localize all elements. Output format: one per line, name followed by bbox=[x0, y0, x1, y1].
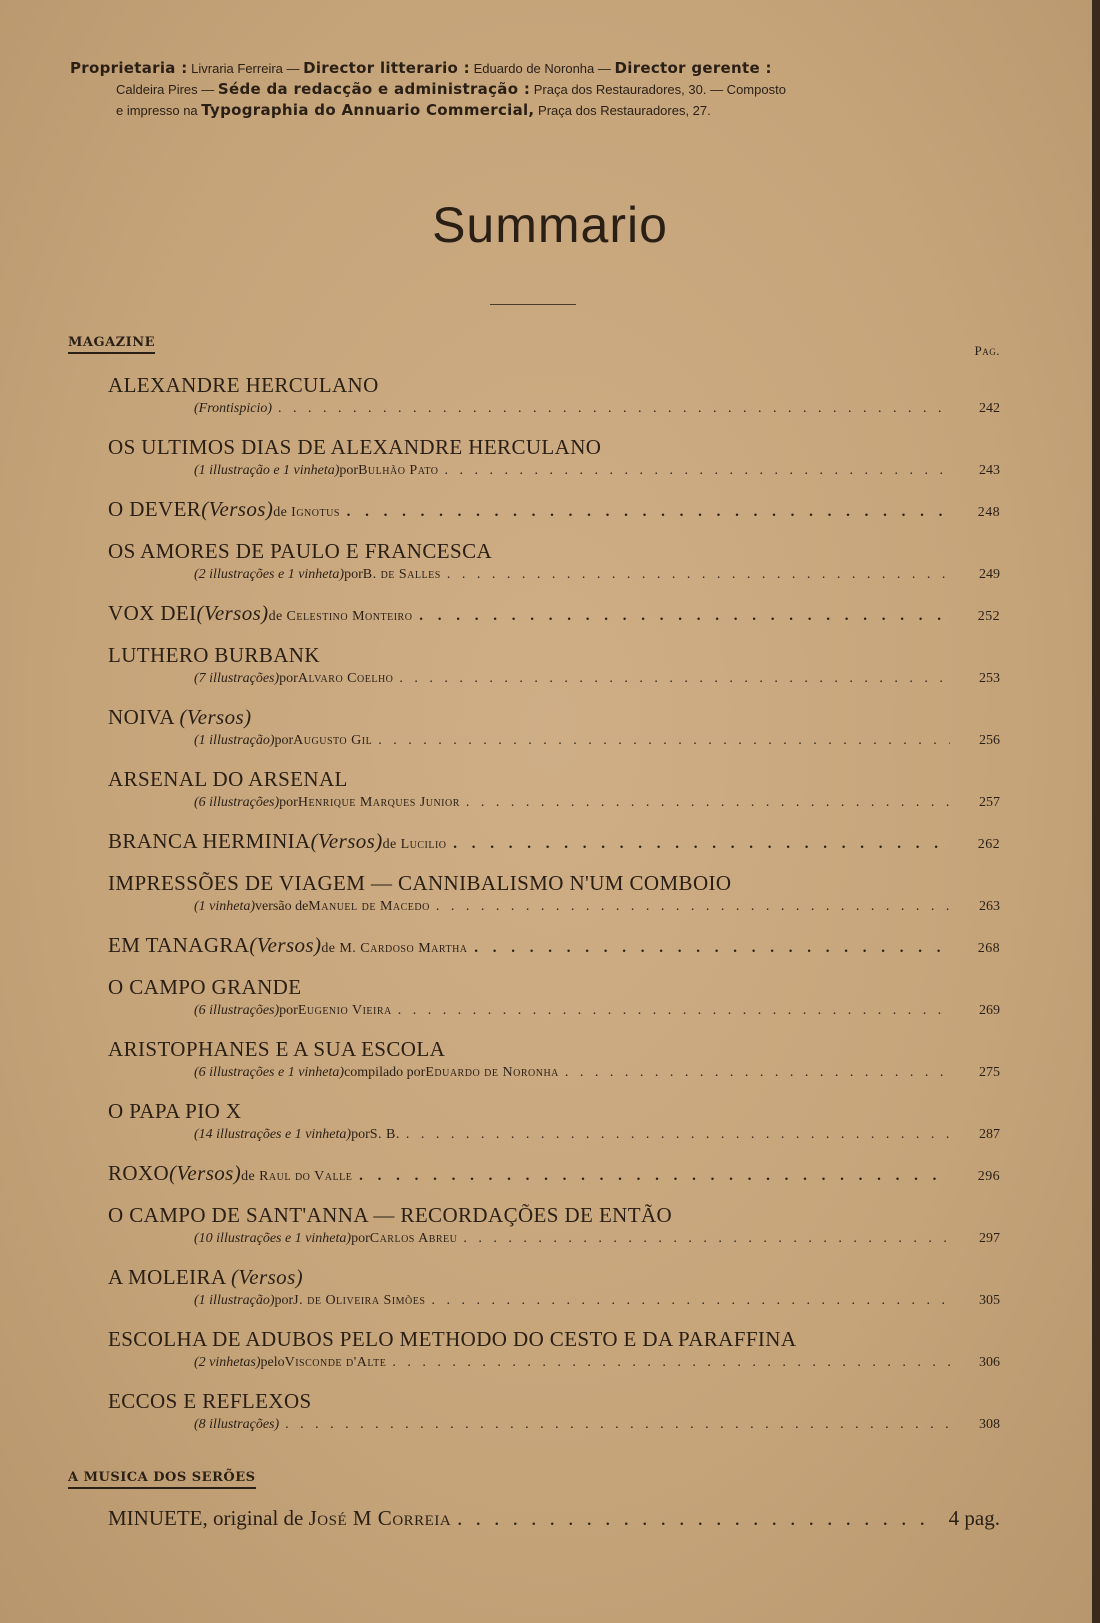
toc-entry bbox=[108, 870, 1000, 918]
toc-entry-page: 287 bbox=[979, 1127, 1000, 1142]
toc-entry bbox=[108, 434, 1000, 482]
imprint-label: Proprietaria : bbox=[70, 59, 188, 77]
toc-entry-detail-line bbox=[108, 792, 1000, 814]
toc-entry-credit-name: Henrique Marques Junior bbox=[297, 795, 460, 810]
leader-dots bbox=[285, 1414, 950, 1436]
toc-entry-author-name: Raul do Valle bbox=[259, 1169, 353, 1184]
toc-entry-illustrations: (10 illustrações e 1 vinheta) bbox=[194, 1231, 352, 1246]
toc-entry-illustrations: (2 illustrações e 1 vinheta) bbox=[194, 567, 345, 582]
toc-entry-title-line bbox=[108, 600, 1000, 630]
toc-entry-illustrations: (6 illustrações e 1 vinheta) bbox=[194, 1065, 345, 1080]
toc-entry-page: 306 bbox=[979, 1355, 1000, 1370]
toc-entry-title-line bbox=[108, 1388, 1000, 1414]
toc-entry-illustrations: (1 vinheta) bbox=[194, 899, 256, 914]
toc-entry-detail-line bbox=[108, 398, 1000, 420]
musica-entry bbox=[108, 1506, 1000, 1531]
leader-dots bbox=[278, 398, 950, 420]
leader-dots bbox=[444, 460, 950, 482]
musica-entry-author: José M Correia bbox=[308, 1506, 452, 1530]
toc-entry-page: 249 bbox=[979, 567, 1000, 582]
leader-dots bbox=[466, 792, 950, 814]
toc-entry-detail-line bbox=[108, 460, 1000, 482]
toc-entry-genre: (Versos) bbox=[169, 1161, 242, 1185]
toc-entry-illustrations: (2 vinhetas) bbox=[194, 1355, 261, 1370]
musica-entry-prefix: MINUETE, original de bbox=[108, 1506, 304, 1530]
toc-entry-title-line bbox=[108, 372, 1000, 398]
toc-entry-title: NOIVA bbox=[108, 705, 174, 729]
toc-entry-title: ESCOLHA DE ADUBOS PELO METHODO DO CESTO E DA PARAFFINA bbox=[108, 1327, 797, 1351]
toc-entry-credit-name: Eugenio Vieira bbox=[297, 1003, 392, 1018]
toc-entry-credit-prefix: por bbox=[344, 567, 363, 582]
toc-entry-detail-line bbox=[108, 1414, 1000, 1436]
toc-entry-illustrations: (1 illustração) bbox=[194, 1293, 275, 1308]
toc-entry-credit-name: Augusto Gil bbox=[293, 733, 373, 748]
toc-entry-title: ALEXANDRE HERCULANO bbox=[108, 373, 379, 397]
toc-entry-page: 263 bbox=[979, 899, 1000, 914]
leader-dots bbox=[392, 1352, 950, 1374]
toc-entry-detail-line bbox=[108, 730, 1000, 752]
toc-entry-title-line bbox=[108, 1098, 1000, 1124]
toc-entry bbox=[108, 1202, 1000, 1250]
toc-entry bbox=[108, 1326, 1000, 1374]
toc-entry-page: 242 bbox=[979, 401, 1000, 416]
toc-entry-credit-name: Alvaro Coelho bbox=[297, 671, 394, 686]
toc-entry-title: VOX DEI bbox=[108, 601, 197, 625]
toc-entry-credit-prefix: por bbox=[339, 463, 359, 478]
toc-entry-title-line bbox=[108, 974, 1000, 1000]
imprint-label: Director gerente : bbox=[614, 59, 772, 77]
imprint-line-1 bbox=[70, 58, 1000, 79]
toc-entry-author-name: Ignotus bbox=[291, 505, 340, 520]
toc-entry-title-line bbox=[108, 1326, 1000, 1352]
toc-entry-credit-name: Carlos Abreu bbox=[369, 1231, 458, 1246]
toc-entry-illustrations: (6 illustrações) bbox=[194, 795, 280, 810]
toc-entry-author: de Ignotus bbox=[273, 505, 340, 520]
toc-entry-credit-name: J. de Oliveira Simões bbox=[293, 1293, 426, 1308]
toc-entry-title: ECCOS E REFLEXOS bbox=[108, 1389, 312, 1413]
toc-entry-genre: (Versos) bbox=[249, 933, 322, 957]
toc-entry-title: LUTHERO BURBANK bbox=[108, 643, 320, 667]
toc-entry-title-line bbox=[108, 766, 1000, 792]
toc-entry-author-name: Lucilio bbox=[400, 837, 447, 852]
toc-entry-page: 256 bbox=[979, 733, 1000, 748]
toc-entry-title-line bbox=[108, 538, 1000, 564]
toc-entry-page: 275 bbox=[979, 1065, 1000, 1080]
toc-entry-page: 252 bbox=[977, 609, 1000, 624]
toc-entry-title: OS AMORES DE PAULO E FRANCESCA bbox=[108, 539, 493, 563]
toc-entry-page: 297 bbox=[979, 1231, 1000, 1246]
toc-entry-genre: (Versos) bbox=[231, 1265, 304, 1289]
toc-entry-page: 269 bbox=[979, 1003, 1000, 1018]
toc-entry-page: 305 bbox=[979, 1293, 1000, 1308]
toc-entry bbox=[108, 828, 1000, 858]
toc-entry-detail-line bbox=[108, 896, 1000, 918]
toc-entry bbox=[108, 372, 1000, 420]
toc-entry-page: 296 bbox=[977, 1169, 1000, 1184]
imprint-line-2 bbox=[70, 79, 1000, 100]
toc-entry-title-line bbox=[108, 932, 1000, 962]
toc-entry bbox=[108, 1388, 1000, 1436]
toc-entry bbox=[108, 704, 1000, 752]
imprint-text: Praça dos Restauradores, 30. — Composto bbox=[530, 82, 786, 97]
leader-dots bbox=[565, 1062, 950, 1084]
imprint-line-3 bbox=[70, 100, 1000, 121]
imprint-block bbox=[70, 58, 1000, 121]
page-title: Summario bbox=[432, 197, 668, 253]
toc-entry-author: de Raul do Valle bbox=[241, 1169, 353, 1184]
toc-entry-credit-prefix: compilado por bbox=[344, 1065, 426, 1080]
toc-entry bbox=[108, 766, 1000, 814]
toc-entry-title-line bbox=[108, 1036, 1000, 1062]
toc-entry bbox=[108, 642, 1000, 690]
imprint-text: e impresso na bbox=[116, 103, 202, 118]
leader-dots bbox=[436, 896, 950, 918]
toc-entry-title: IMPRESSÕES DE VIAGEM — CANNIBALISMO N'UM COMBOIO bbox=[108, 871, 732, 895]
section-heading-musica: A MUSICA DOS SERÕES bbox=[68, 1470, 256, 1489]
toc-entry-title-line bbox=[108, 870, 1000, 896]
toc-entry-illustrations: (6 illustrações) bbox=[194, 1003, 280, 1018]
toc-entry-title-line bbox=[108, 642, 1000, 668]
leader-dots bbox=[418, 600, 950, 626]
toc-entry-title: O PAPA PIO X bbox=[108, 1099, 242, 1123]
toc-entry-page: 268 bbox=[977, 941, 1000, 956]
toc-entry-detail-line bbox=[108, 1228, 1000, 1250]
toc-entry-page: 257 bbox=[979, 795, 1000, 810]
toc-entry-detail-line bbox=[108, 1000, 1000, 1022]
toc-entry-credit-prefix: por bbox=[274, 733, 294, 748]
imprint-label: Typographia do Annuario Commercial, bbox=[201, 101, 535, 119]
leader-dots bbox=[346, 496, 950, 522]
toc-entry-credit-prefix: por bbox=[274, 1293, 294, 1308]
toc-entry-page: 253 bbox=[979, 671, 1000, 686]
musica-entry-page: 4 pag. bbox=[948, 1506, 1000, 1530]
toc-entry-title: O CAMPO DE SANT'ANNA — RECORDAÇÕES DE ENTÃO bbox=[108, 1203, 673, 1227]
imprint-label: Séde da redacção e administração : bbox=[217, 80, 531, 98]
toc-entry-author-name: Celestino Monteiro bbox=[286, 609, 413, 624]
toc-entry-title-line bbox=[108, 1202, 1000, 1228]
toc-entry-credit-prefix: por bbox=[279, 1003, 298, 1018]
toc-entry-detail-line bbox=[108, 668, 1000, 690]
toc-entry-author-name: M. Cardoso Martha bbox=[339, 941, 468, 956]
toc-entry-detail-line bbox=[108, 1290, 1000, 1312]
toc-entry-title-line bbox=[108, 828, 1000, 858]
section-heading-magazine: MAGAZINE bbox=[68, 335, 155, 354]
toc-entry-title-line bbox=[108, 1264, 1000, 1290]
toc-entry-credit-prefix: por bbox=[351, 1231, 370, 1246]
toc-entry-page: 248 bbox=[977, 505, 1000, 520]
toc-entry-page: 243 bbox=[979, 463, 1000, 478]
toc-entry-illustrations: (Frontispicio) bbox=[194, 401, 273, 416]
leader-dots bbox=[378, 730, 950, 752]
leader-dots bbox=[358, 1160, 950, 1186]
toc-entry-credit-prefix: por bbox=[351, 1127, 370, 1142]
imprint-text: Livraria Ferreira — bbox=[187, 61, 304, 76]
toc-entry-author: de M. Cardoso Martha bbox=[321, 941, 468, 956]
toc-entry-credit-prefix: pelo bbox=[260, 1355, 285, 1370]
toc-entry-detail-line bbox=[108, 1062, 1000, 1084]
toc-entry bbox=[108, 1264, 1000, 1312]
toc-entry-detail-line bbox=[108, 564, 1000, 586]
toc-entry-page: 308 bbox=[979, 1417, 1000, 1432]
toc-entry bbox=[108, 932, 1000, 962]
toc-entry-title-line bbox=[108, 496, 1000, 526]
page-column-header: Pag. bbox=[974, 343, 1000, 358]
leader-dots bbox=[398, 1000, 950, 1022]
toc-entry-detail-line bbox=[108, 1124, 1000, 1146]
toc-entry-detail-line bbox=[108, 1352, 1000, 1374]
toc-entry-genre: (Versos) bbox=[196, 601, 269, 625]
toc-entry bbox=[108, 1160, 1000, 1190]
toc-entry-credit-name: Bulhão Pato bbox=[358, 463, 439, 478]
toc-entry-title: BRANCA HERMINIA bbox=[108, 829, 311, 853]
toc-entry-illustrations: (7 illustrações) bbox=[194, 671, 280, 686]
toc-entry-title: ARSENAL DO ARSENAL bbox=[108, 767, 348, 791]
imprint-label: Director litterario : bbox=[303, 59, 470, 77]
toc-entry-credit-name: Manuel de Macedo bbox=[308, 899, 430, 914]
toc-entry-credit-name: S. B. bbox=[369, 1127, 400, 1142]
imprint-text: Praça dos Restauradores, 27. bbox=[534, 103, 711, 118]
toc-entry-author: de Celestino Monteiro bbox=[268, 609, 413, 624]
toc-entry-title-line bbox=[108, 1160, 1000, 1190]
toc-entry-credit-name: B. de Salles bbox=[362, 567, 441, 582]
toc-entry-author: de Lucilio bbox=[382, 837, 447, 852]
toc-entry-genre: (Versos) bbox=[179, 705, 252, 729]
leader-dots bbox=[406, 1124, 950, 1146]
toc-entry-credit-name: Eduardo de Noronha bbox=[425, 1065, 559, 1080]
toc-entry-illustrations: (14 illustrações e 1 vinheta) bbox=[194, 1127, 352, 1142]
imprint-text: Caldeira Pires — bbox=[116, 82, 218, 97]
toc-entry-illustrations: (1 illustração) bbox=[194, 733, 275, 748]
toc-entry-credit-name: Visconde d'Alte bbox=[284, 1355, 387, 1370]
leader-dots bbox=[457, 1506, 929, 1531]
leader-dots bbox=[399, 668, 950, 690]
toc-entry-genre: (Versos) bbox=[310, 829, 383, 853]
toc-entry-title: EM TANAGRA bbox=[108, 933, 250, 957]
toc-entry bbox=[108, 1036, 1000, 1084]
leader-dots bbox=[474, 932, 950, 958]
leader-dots bbox=[431, 1290, 950, 1312]
toc-entry-title-line bbox=[108, 434, 1000, 460]
title-rule bbox=[490, 304, 576, 305]
toc-entry-title: O CAMPO GRANDE bbox=[108, 975, 302, 999]
toc-entry-title-line bbox=[108, 704, 1000, 730]
leader-dots bbox=[463, 1228, 950, 1250]
toc-entry-illustrations: (8 illustrações) bbox=[194, 1417, 280, 1432]
toc-entry bbox=[108, 974, 1000, 1022]
toc-entry-page: 262 bbox=[977, 837, 1000, 852]
imprint-text: Eduardo de Noronha — bbox=[469, 61, 615, 76]
leader-dots bbox=[447, 564, 950, 586]
toc-entry bbox=[108, 538, 1000, 586]
toc-entry-credit-prefix: por bbox=[279, 671, 298, 686]
toc-entry bbox=[108, 496, 1000, 526]
toc-entry-title: ROXO bbox=[108, 1161, 170, 1185]
toc-entry bbox=[108, 1098, 1000, 1146]
toc-entry-credit-prefix: versão de bbox=[255, 899, 309, 914]
toc-entry-illustrations: (1 illustração e 1 vinheta) bbox=[194, 463, 340, 478]
toc-entry-title: ARISTOPHANES E A SUA ESCOLA bbox=[108, 1037, 446, 1061]
toc-entry-title: A MOLEIRA bbox=[108, 1265, 226, 1289]
toc-entry-title: O DEVER bbox=[108, 497, 202, 521]
toc-entry-genre: (Versos) bbox=[201, 497, 274, 521]
toc-entry-credit-prefix: por bbox=[279, 795, 298, 810]
toc-entry bbox=[108, 600, 1000, 630]
toc-entry-title: OS ULTIMOS DIAS DE ALEXANDRE HERCULANO bbox=[108, 435, 602, 459]
leader-dots bbox=[453, 828, 951, 854]
